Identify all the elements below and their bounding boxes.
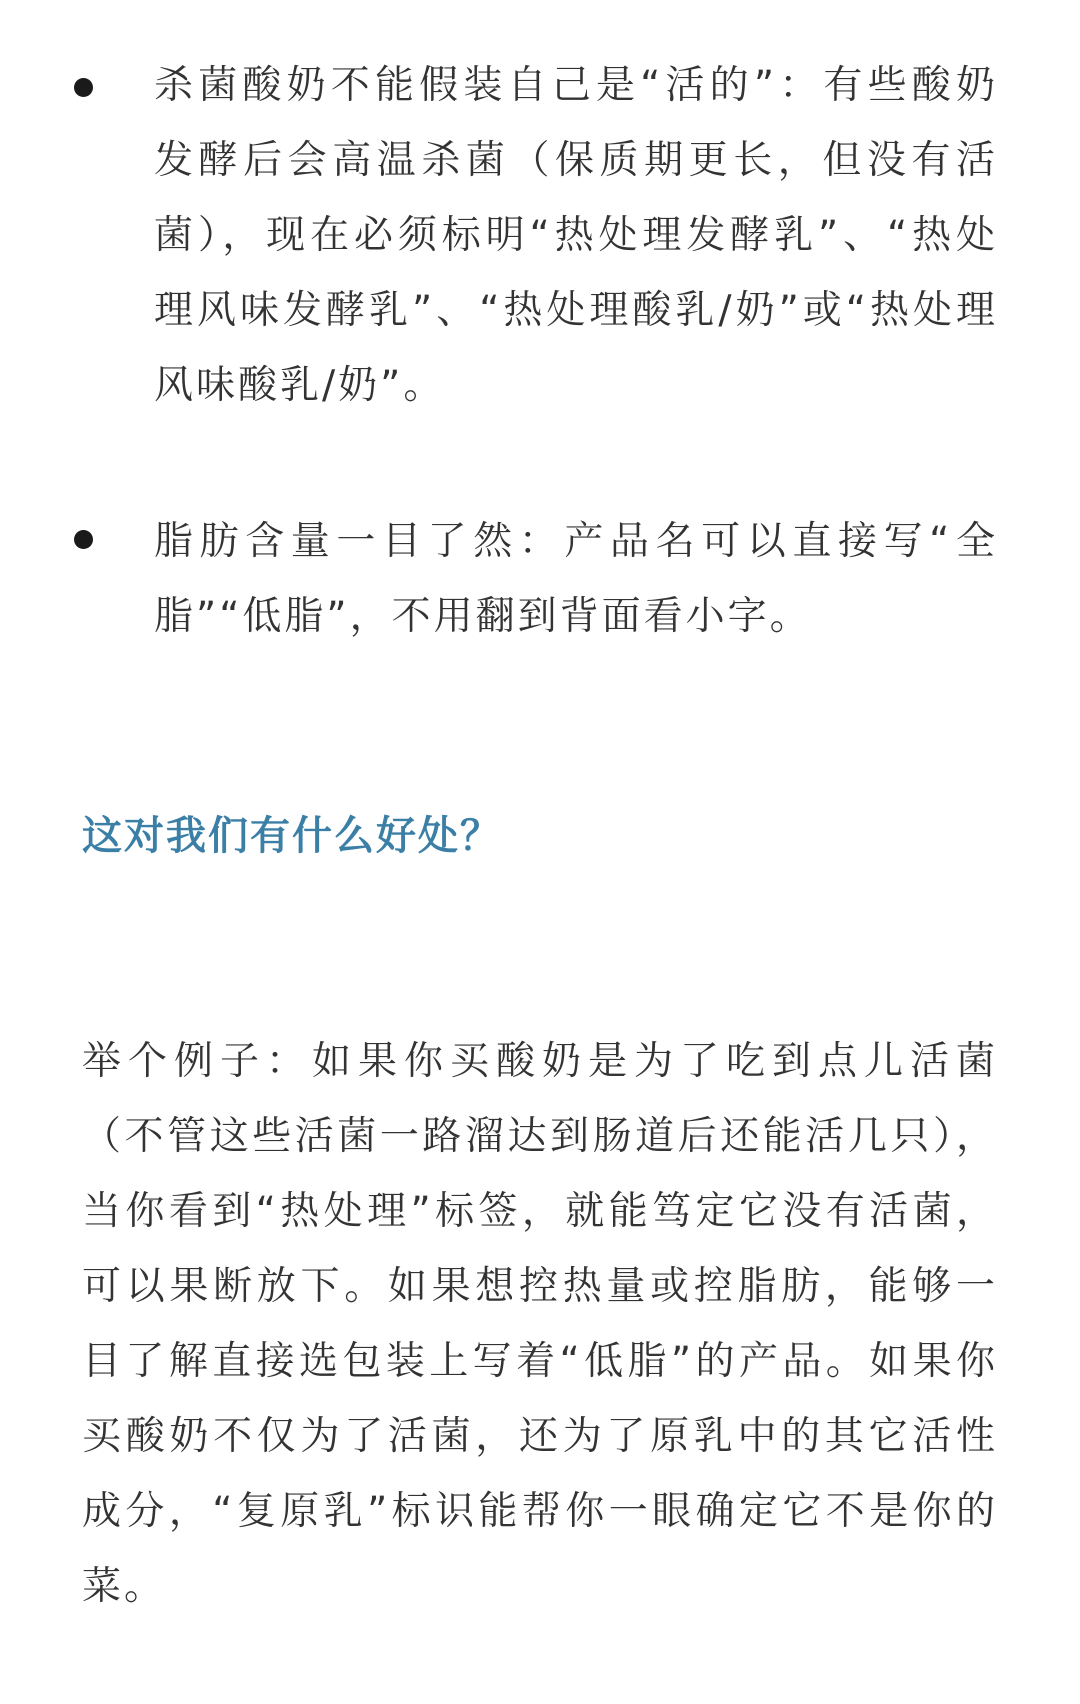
section-heading: 这对我们有什么好处？ (82, 813, 502, 859)
bullet-dot-icon (74, 530, 93, 549)
body-paragraph: 举个例子：如果你买酸奶是为了吃到点儿活菌（不管这些活菌一路溜达到肠道后还能活几只），当你看到“热处理”标签，就能笃定它没有活菌，可以果断放下。如果想控热量或控脂肪，能够一目了解直接选包装上写着“低脂”的产品。如果你买酸奶不仅为了活菌，还为了原乳中的其它活性成分，“复原乳”标识能帮你一眼确定它不是你的菜。 (82, 1039, 998, 1609)
bullet-dot-icon (74, 78, 93, 97)
bullet-text: 脂肪含量一目了然：产品名可以直接写“全脂”“低脂”，不用翻到背面看小字。 (154, 519, 998, 639)
bullet-text: 杀菌酸奶不能假装自己是“活的”：有些酸奶发酵后会高温杀菌（保质期更长，但没有活菌），现在必须标明“热处理发酵乳”、“热处理风味发酵乳”、“热处理酸乳/奶”或“热处理风味酸乳/奶”。 (154, 63, 998, 408)
